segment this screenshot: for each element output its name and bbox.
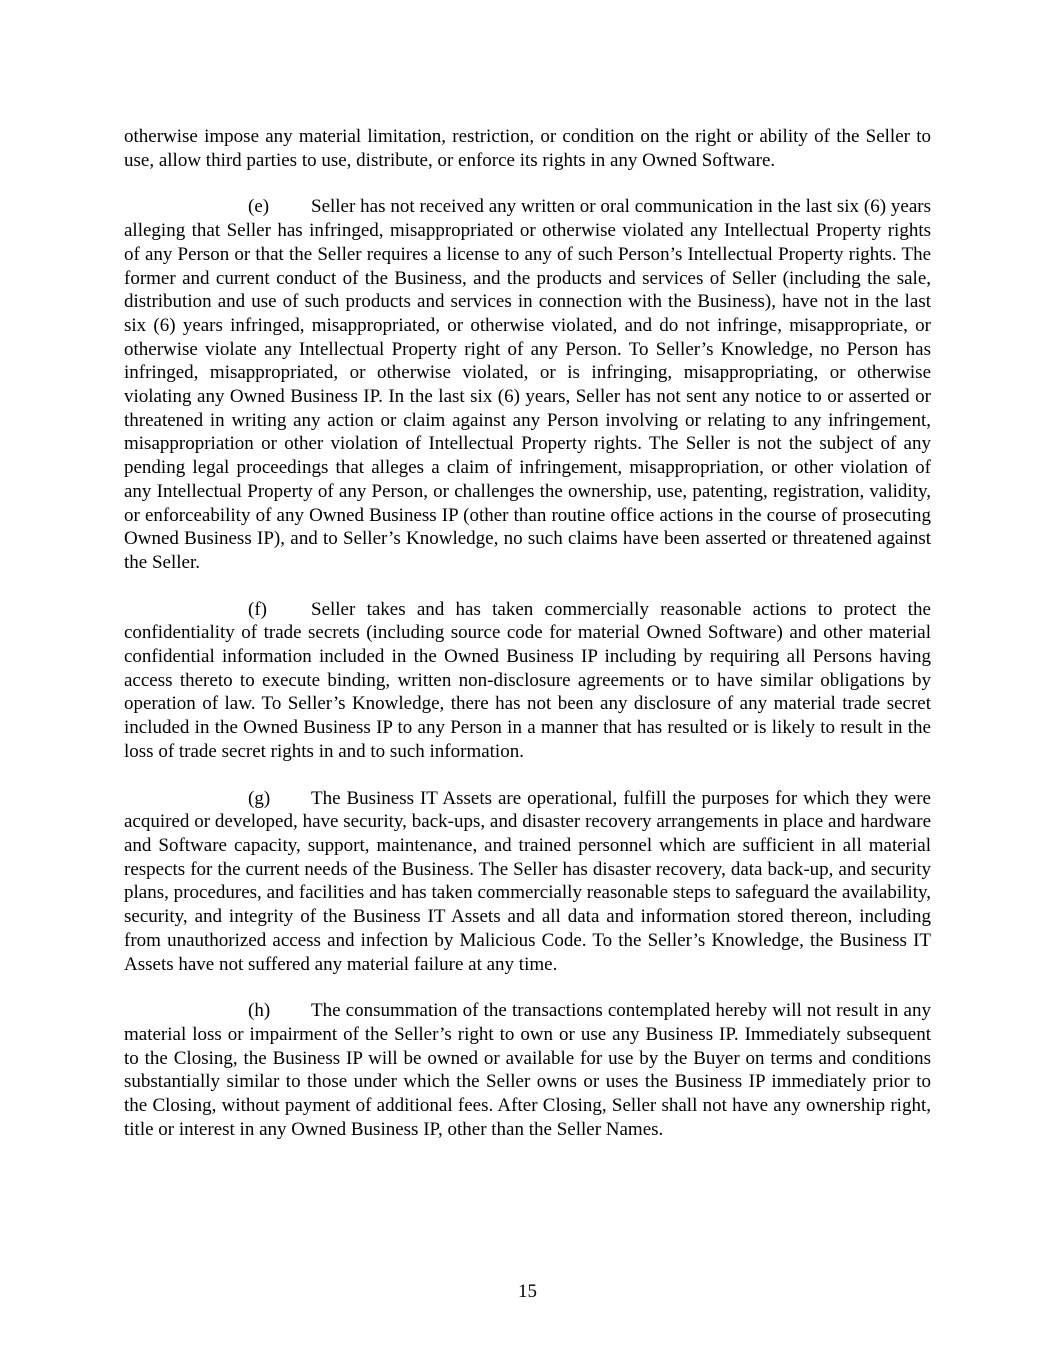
paragraph-g — [124, 787, 931, 977]
paragraph-text-g: The Business IT Assets are operational, fulfill the purposes for which they were acquired or developed, have security, back-ups, and disaster recovery arrangements in place and hardware and Software capacity, support, maintenance, and trained personnel which are sufficient in all material respects for the current needs of the Business. The Seller has disaster recovery, data back-up, and security plans, procedures, and facilities and has taken commercially reasonable steps to safeguard the availability, security, and integrity of the Business IT Assets and all data and information stored thereon, including from unauthorized access and infection by Malicious Code. To the Seller’s Knowledge, the Business IT Assets have not suffered any material failure at any time. — [124, 787, 931, 975]
paragraph-label-f: (f) — [248, 598, 267, 620]
paragraph-continuation: otherwise impose any material limitation, restriction, or condition on the right or ability of the Seller to use, allow third parties to use, distribute, or enforce its rights in any Owned Software. — [124, 126, 931, 171]
page-number: 15 — [518, 1281, 537, 1302]
paragraph-text-f: Seller takes and has taken commercially reasonable actions to protect the confidentiality of trade secrets (including source code for material Owned Software) and other material confidential information included in the Owned Business IP including by requiring all Persons having access thereto to execute binding, written non-disclosure agreements or to have similar obligations by operation of law. To Seller’s Knowledge, there has not been any disclosure of any material trade secret included in the Owned Business IP to any Person in a manner that has resulted or is likely to result in the loss of trade secret rights in and to such information. — [124, 598, 931, 762]
paragraph-label-h: (h) — [248, 1000, 271, 1022]
paragraph-label-g: (g) — [248, 787, 271, 809]
paragraph-e — [124, 195, 931, 574]
paragraph-text-h: The consummation of the transactions contemplated hereby will not result in any material loss or impairment of the Seller’s right to own or use any Business IP. Immediately subsequent to the Closing, the Business IP will be owned or available for use by the Buyer on terms and conditions substantially similar to those under which the Seller owns or uses the Business IP immediately prior to the Closing, without payment of additional fees. After Closing, Seller shall not have any ownership right, title or interest in any Owned Business IP, other than the Seller Names. — [124, 1000, 931, 1140]
paragraph-label-e: (e) — [248, 196, 270, 218]
paragraph-f — [124, 598, 931, 764]
paragraph-text-e: Seller has not received any written or oral communication in the last six (6) years alleging that Seller has infringed, misappropriated or otherwise violated any Intellectual Property rights of any Person or that the Seller requires a license to any of such Person’s Intellectual Property rights. The former and current conduct of the Business, and the products and services of Seller (including the sale, distribution and use of such products and services in connection with the Business), have not in the last six (6) years infringed, misappropriated, or otherwise violated, and do not infringe, misappropriate, or otherwise violate any Intellectual Property right of any Person. To Seller’s Knowledge, no Person has infringed, misappropriated, or otherwise violated, or is infringing, misappropriating, or otherwise violating any Owned Business IP. In the last six (6) years, Seller has not sent any notice to or asserted or threatened in writing any action or claim against any Person involving or relating to any infringement, misappropriation or other violation of Intellectual Property rights. The Seller is not the subject of any pending legal proceedings that alleges a claim of infringement, misappropriation, or other violation of any Intellectual Property of any Person, or challenges the ownership, use, patenting, registration, validity, or enforceability of any Owned Business IP (other than routine office actions in the course of prosecuting Owned Business IP), and to Seller’s Knowledge, no such claims have been asserted or threatened against the Seller. — [124, 196, 931, 573]
document-body — [124, 125, 931, 1164]
paragraph-h — [124, 999, 931, 1141]
